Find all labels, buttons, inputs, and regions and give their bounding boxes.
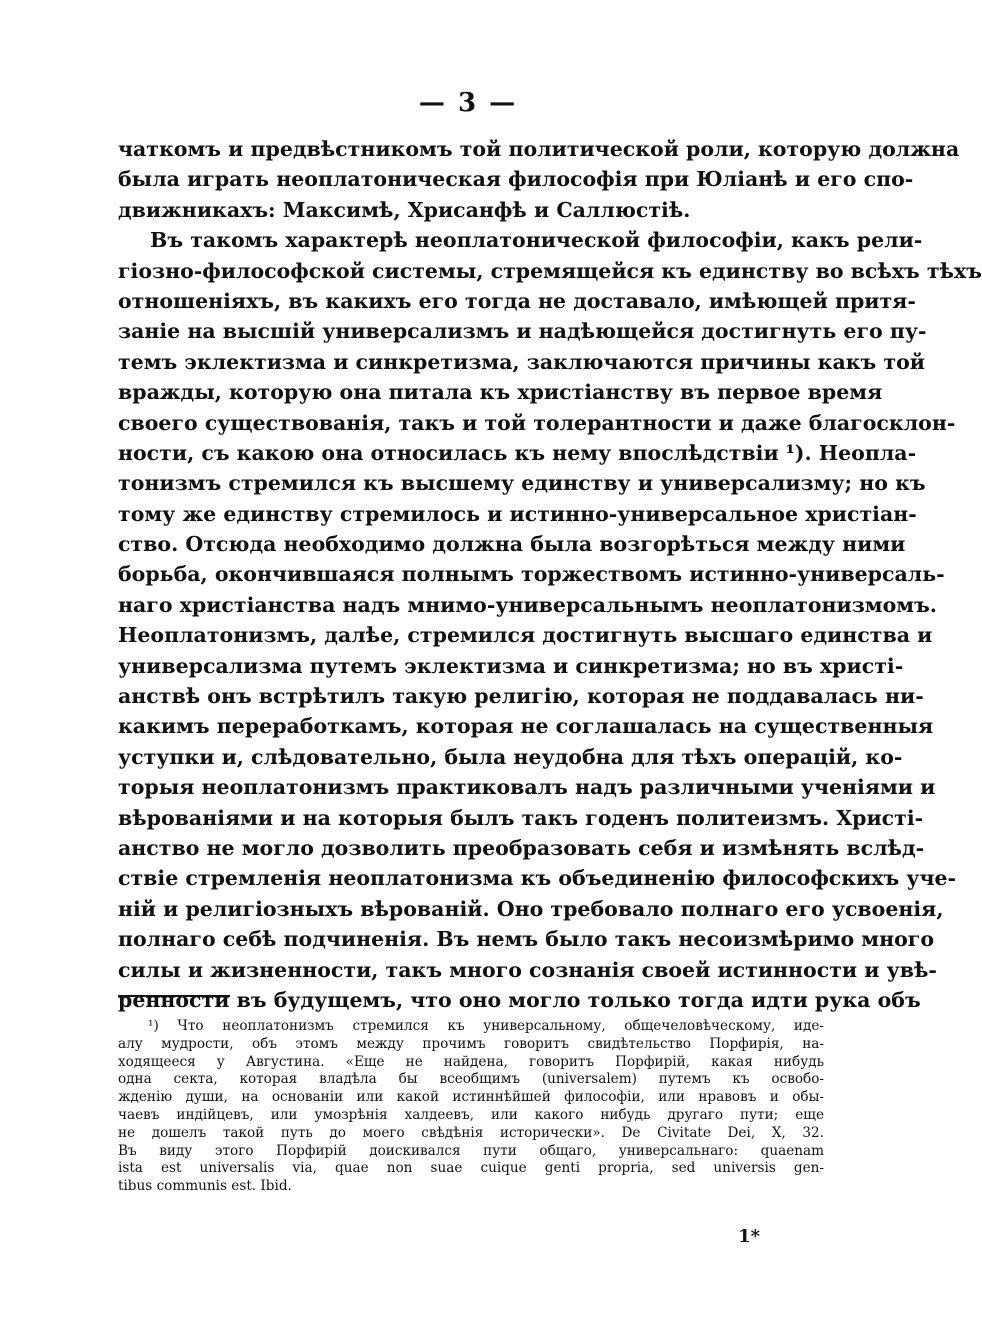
text-line: движникахъ: Максимѣ, Хрисанфѣ и Саллюстіѣ.: [118, 197, 691, 222]
text-line: Неоплатонизмъ, далѣе, стремился достигнуть высшаго единства и: [118, 623, 933, 648]
text-line: ствіе стремленія неоплатонизма къ объединенію философскихъ уче-: [118, 866, 957, 891]
page-number: — 3 —: [418, 88, 518, 118]
footnote-line: Въ виду этого Порфирій доискивался пути общаго, универсальнаго: quaenam: [118, 1142, 824, 1159]
text-line: силы и жизненности, такъ много сознанія своей истинности и увѣ-: [118, 957, 937, 982]
footnote-line: одна секта, которая владѣла бы всеобщимъ (universalem) путемъ къ освобо-: [118, 1071, 824, 1088]
signature-mark: 1*: [738, 1226, 760, 1247]
footnote-divider: [118, 995, 230, 997]
text-line: уступки и, слѣдовательно, была неудобна для тѣхъ операцій, ко-: [118, 744, 903, 769]
text-line: ренности въ будущемъ, что оно могло только тогда идти рука объ: [118, 987, 921, 1012]
text-line: тонизмъ стремился къ высшему единству и универсализму; но къ: [118, 471, 926, 496]
text-line: вѣрованіями и на которыя былъ такъ годенъ политеизмъ. Христі-: [118, 805, 924, 830]
text-line: отношеніяхъ, въ какихъ его тогда не доставало, имѣющей притя-: [118, 288, 916, 313]
text-line: анствѣ онъ встрѣтилъ такую религію, которая не поддавалась ни-: [118, 684, 924, 709]
text-line: борьба, окончившаяся полнымъ торжествомъ истинно-универсаль-: [118, 562, 945, 587]
text-line: торыя неоплатонизмъ практиковалъ надъ различными ученіями и: [118, 775, 936, 800]
text-line: полнаго себѣ подчиненія. Въ немъ было такъ несоизмѣримо много: [118, 927, 934, 952]
text-line: универсализма путемъ эклектизма и синкретизма; но въ христі-: [118, 653, 904, 678]
text-line: наго христіанства надъ мнимо-универсальнымъ неоплатонизмомъ.: [118, 592, 937, 617]
text-line: темъ эклектизма и синкретизма, заключаются причины какъ той: [118, 349, 925, 374]
footnote-line: жденію души, на основаніи или какой истиннѣйшей философіи, или нравовъ и обы-: [118, 1089, 824, 1106]
text-line: чаткомъ и предвѣстникомъ той политической роли, которую должна: [118, 137, 960, 161]
footnote-line: не дошелъ такой путь до моего свѣдѣнія исторически». De Civitate Dei, X, 32.: [118, 1124, 824, 1141]
footnote-line: ходящееся у Августина. «Еще не найдена, говоритъ Порфирій, какая нибудь: [118, 1053, 824, 1070]
text-line: какимъ переработкамъ, которая не соглашалась на существенныя: [118, 714, 934, 739]
footnote-line: ¹) Что неоплатонизмъ стремился къ универсальному, общечеловѣческому, иде-: [148, 1018, 824, 1034]
text-line: гіозно-философской системы, стремящейся къ единству во всѣхъ тѣхъ: [118, 258, 982, 283]
footnote-line: алу мудрости, объ этомъ между прочимъ говоритъ свидѣтельство Порфирія, на-: [118, 1035, 824, 1052]
text-line: заніе на высшій универсализмъ и надѣющейся достигнуть его пу-: [118, 319, 927, 344]
footnote-block: [118, 1018, 824, 1196]
text-line: ній и религіозныхъ вѣрованій. Оно требовало полнаго его усвоенія,: [118, 896, 944, 921]
main-text-block: [118, 134, 982, 1015]
text-line: своего существованія, такъ и той толерантности и даже благосклон-: [118, 410, 956, 435]
footnote-line: ista est universalis via, quae non suae cuique genti propria, sed universis gen-: [118, 1160, 824, 1177]
footnote-line: tibus communis est. Ibid.: [118, 1178, 292, 1195]
text-line: ство. Отсюда необходимо должна была возгорѣться между ними: [118, 532, 906, 557]
footnote-line: чаевъ индійцевъ, или умозрѣнія халдеевъ, или какого нибудь другаго пути; еще: [118, 1106, 824, 1123]
text-line: ности, съ какою она относилась къ нему впослѣдствіи ¹). Неопла-: [118, 440, 917, 465]
text-line: анство не могло дозволить преобразовать себя и измѣнять вслѣд-: [118, 835, 925, 860]
text-line: Въ такомъ характерѣ неоплатонической философіи, какъ рели-: [150, 228, 923, 253]
text-line: тому же единству стремилось и истинно-универсальное христіан-: [118, 501, 917, 526]
text-line: вражды, которую она питала къ христіанству въ первое время: [118, 380, 883, 405]
text-line: была играть неоплатоническая философія при Юліанѣ и его спо-: [118, 167, 914, 192]
